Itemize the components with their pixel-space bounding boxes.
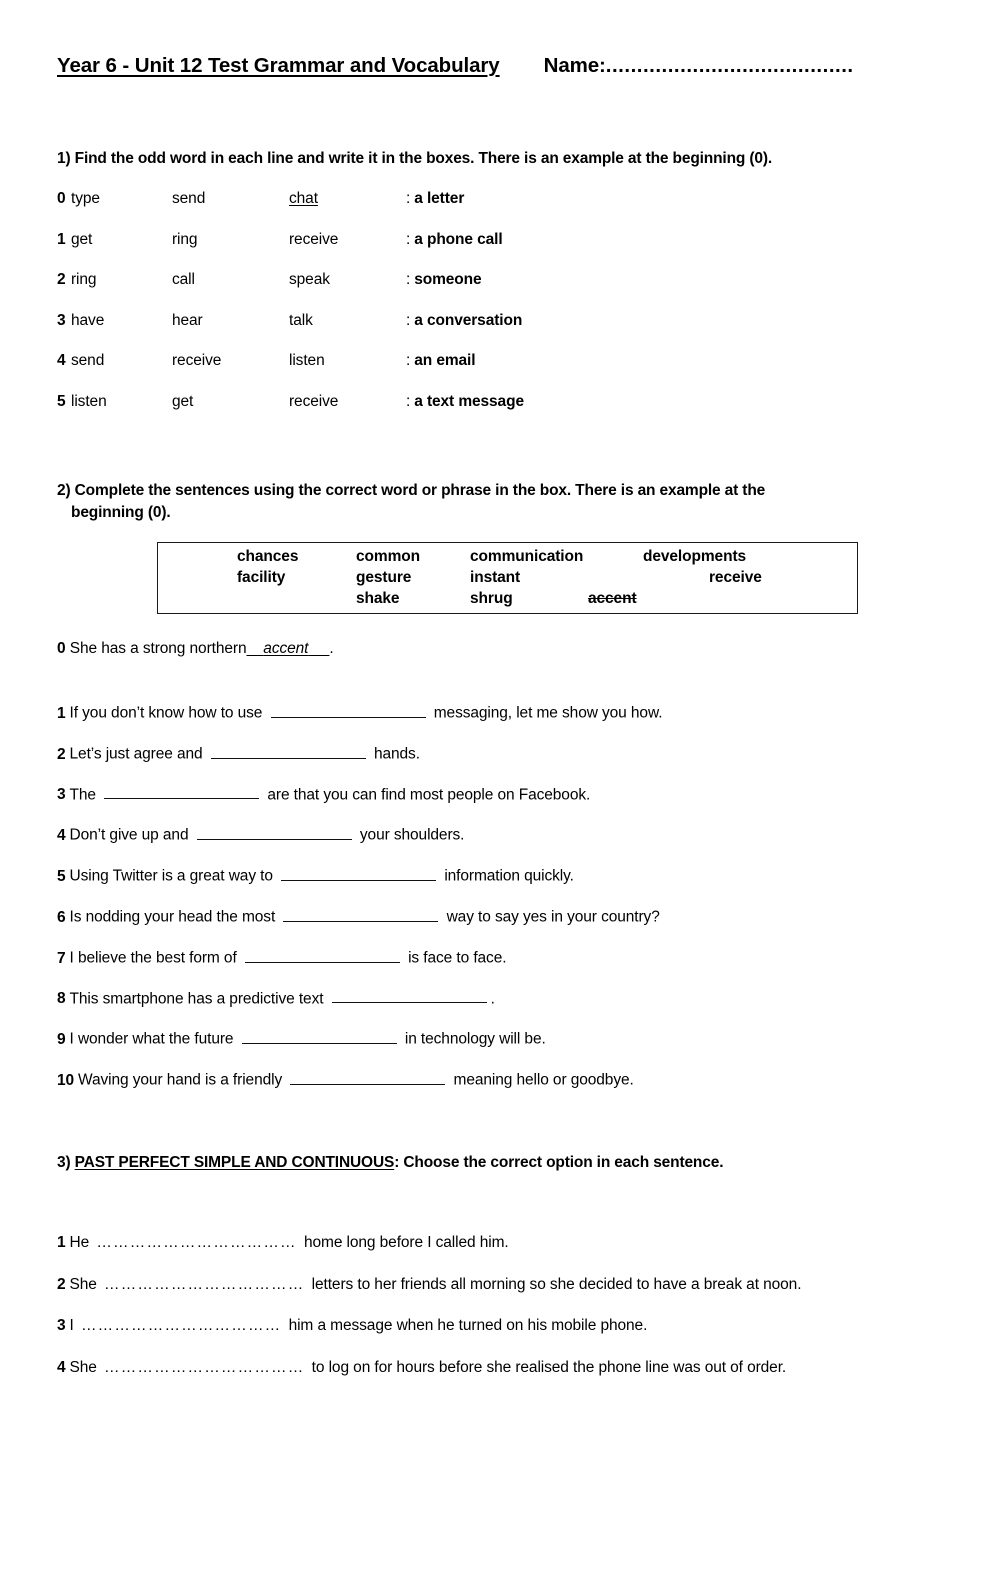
word-common[interactable]: common — [356, 548, 420, 565]
exercise2-sentence-before: Using Twitter is a great way to — [69, 867, 278, 885]
exercise2-sentence-before: Is nodding your head the most — [69, 908, 280, 926]
exercise2-sentence-before: This smartphone has a predictive text — [69, 990, 328, 1008]
word-facility[interactable]: facility — [237, 569, 286, 586]
exercise1-option-1[interactable]: type — [71, 190, 100, 207]
exercise2-sentence — [57, 947, 957, 988]
exercise2-answer-blank[interactable] — [332, 988, 487, 1004]
exercise2-sentence-after: messaging, let me show you how. — [429, 704, 663, 722]
word-bank-row — [158, 569, 857, 590]
exercise2-sentence-after: meaning hello or goodbye. — [449, 1071, 634, 1089]
exercise1-row — [57, 271, 677, 312]
exercise3-answer-dots[interactable]: ……………………………… — [104, 1358, 305, 1376]
exercise2-example-number: 0 — [57, 640, 66, 657]
page-header — [57, 54, 947, 78]
exercise2-sentence-number: 8 — [57, 990, 66, 1008]
word-gesture[interactable]: gesture — [356, 569, 412, 586]
exercise2-sentence — [57, 1028, 957, 1069]
exercise1-target-phrase — [406, 393, 524, 411]
exercise2-answer-blank[interactable] — [283, 906, 438, 922]
exercise2-example-answer-slot[interactable] — [246, 640, 329, 657]
exercise1-colon: : — [406, 311, 411, 329]
exercise2-sentence-after: are that you can find most people on Facebook. — [263, 786, 591, 804]
exercise3-instruction — [57, 1152, 937, 1174]
exercise2-sentence — [57, 702, 957, 743]
exercise3-instruction-suffix: : Choose the correct option in each sentence. — [394, 1154, 724, 1171]
exercise2-sentence — [57, 824, 957, 865]
word-instant[interactable]: instant — [470, 569, 521, 586]
exercise2-sentence-number: 1 — [57, 704, 66, 722]
word-communication[interactable]: communication — [470, 548, 584, 565]
exercise3-sentence-before: She — [69, 1358, 102, 1376]
exercise1-row — [57, 312, 677, 353]
word-bank-box — [157, 542, 858, 614]
exercise1-option-1[interactable]: ring — [71, 271, 97, 289]
exercise1-row — [57, 393, 677, 434]
exercise3-sentence-number: 4 — [57, 1358, 66, 1376]
exercise3-answer-dots[interactable]: ……………………………… — [80, 1317, 282, 1334]
exercise2-sentence-after: way to say yes in your country? — [442, 908, 660, 926]
exercise1-phrase: an email — [414, 352, 476, 370]
exercise2-sentence-after: is face to face. — [403, 949, 507, 967]
exercise2-sentence-number: 4 — [57, 827, 66, 845]
exercise1-option-3[interactable]: talk — [289, 311, 313, 329]
exercise2-sentence-before: Let’s just agree and — [69, 745, 207, 763]
exercise3-instruction-prefix: 3) — [57, 1154, 75, 1171]
exercise2-sentence-after: hands. — [369, 745, 420, 763]
exercise2-answer-blank[interactable] — [245, 947, 400, 963]
exercise1-target-phrase — [406, 271, 482, 289]
exercise2-sentence-before: The — [69, 786, 101, 804]
exercise1-option-2[interactable]: receive — [172, 352, 222, 370]
exercise3-sentence-before: She — [69, 1275, 102, 1293]
exercise2-sentence — [57, 1069, 957, 1110]
exercise3-instruction-heading: PAST PERFECT SIMPLE AND CONTINUOUS — [74, 1154, 395, 1171]
exercise1-option-3[interactable]: speak — [289, 271, 330, 289]
exercise1-phrase: a conversation — [414, 311, 523, 329]
exercise1-option-2[interactable]: ring — [172, 230, 198, 248]
exercise2-example-after: . — [329, 640, 334, 657]
exercise2-sentence-number: 2 — [57, 745, 66, 763]
exercise2-sentence-number: 9 — [57, 1031, 66, 1049]
exercise2-sentence — [57, 906, 957, 947]
exercise1-option-1[interactable]: get — [71, 230, 93, 248]
exercise2-sentence-after: in technology will be. — [400, 1031, 546, 1049]
exercise2-answer-blank[interactable] — [211, 743, 366, 759]
exercise2-sentence-after: your shoulders. — [355, 827, 465, 845]
exercise2-sentence — [57, 865, 957, 906]
exercise1-row — [57, 231, 677, 272]
exercise3-sentence-before: I — [69, 1317, 78, 1334]
exercise3-sentence-after: letters to her friends all morning so she decided to have a break at noon. — [307, 1275, 802, 1293]
exercise1-row-number: 0 — [57, 190, 66, 207]
exercise1-option-3[interactable]: receive — [289, 230, 339, 248]
exercise1-option-1[interactable]: send — [71, 352, 105, 370]
word-developments[interactable]: developments — [643, 548, 747, 565]
word-shake[interactable]: shake — [356, 590, 400, 607]
exercise3-answer-dots[interactable]: ……………………………… — [104, 1275, 305, 1293]
word-bank-row — [158, 548, 857, 569]
exercise1-row-number: 1 — [57, 230, 66, 248]
exercise2-sentence-after: information quickly. — [440, 867, 574, 885]
word-accent-struck[interactable]: accent — [588, 590, 637, 607]
exercise1-instruction: 1) Find the odd word in each line and write it in the boxes. There is an example at the beginning (0). — [57, 150, 773, 167]
name-label: Name: — [543, 54, 606, 77]
exercise1-target-phrase — [406, 231, 503, 249]
exercise2-sentences — [57, 702, 957, 1110]
exercise2-instruction-line2: beginning (0). — [71, 504, 171, 521]
exercise2-answer-blank[interactable] — [281, 865, 436, 881]
name-dotted-line[interactable]: ........................................ — [605, 54, 854, 77]
exercise2-instruction — [57, 480, 917, 524]
exercise1-colon: : — [406, 271, 411, 289]
word-bank-row — [158, 590, 857, 611]
exercise1-colon: : — [406, 392, 411, 410]
exercise2-sentence-after: . — [490, 990, 495, 1008]
exercise1-option-1[interactable]: listen — [71, 392, 107, 410]
word-chances[interactable]: chances — [237, 548, 299, 565]
exercise2-sentence — [57, 743, 957, 784]
exercise1-colon: : — [406, 190, 411, 207]
exercise2-sentence-number: 7 — [57, 949, 66, 967]
exercise3-answer-dots[interactable]: ……………………………… — [96, 1234, 297, 1251]
exercise3-sentence — [57, 1315, 957, 1337]
exercise2-sentence-before: I believe the best form of — [69, 949, 241, 967]
exercise2-sentence-number: 3 — [57, 786, 66, 804]
word-shrug[interactable]: shrug — [470, 590, 513, 607]
name-field — [544, 54, 854, 78]
exercise2-sentence-number: 6 — [57, 908, 66, 926]
exercise2-answer-blank[interactable] — [271, 702, 426, 718]
exercise3-sentence-after: to log on for hours before she realised the phone line was out of order. — [307, 1358, 787, 1376]
exercise1-rows — [57, 190, 677, 434]
exercise3-sentence-after: him a message when he turned on his mobile phone. — [284, 1317, 648, 1334]
exercise1-phrase: a text message — [414, 392, 524, 410]
exercise3-sentence-number: 3 — [57, 1317, 66, 1334]
exercise2-sentence-before: Waving your hand is a friendly — [78, 1071, 287, 1089]
exercise2-example-answer: accent — [263, 640, 309, 657]
exercise1-option-2[interactable]: call — [172, 271, 195, 289]
exercise1-target-phrase — [406, 352, 475, 370]
exercise2-sentence — [57, 988, 957, 1029]
exercise1-option-3[interactable]: listen — [289, 352, 325, 370]
exercise3-sentence-number: 2 — [57, 1275, 66, 1293]
exercise2-sentence-before: I wonder what the future — [69, 1031, 238, 1049]
exercise2-sentence-before: Don’t give up and — [69, 827, 193, 845]
exercise1-row-number: 5 — [57, 392, 66, 410]
exercise3-sentence-before: He — [69, 1234, 94, 1251]
exercise2-sentence — [57, 784, 957, 825]
exercise3-sentence — [57, 1274, 957, 1296]
exercise1-row-number: 2 — [57, 271, 66, 289]
exercise1-target-phrase — [406, 190, 464, 208]
exercise1-row — [57, 352, 677, 393]
exercise1-colon: : — [406, 230, 411, 248]
exercise1-phrase: a letter — [414, 190, 465, 207]
exercise3-sentences — [57, 1232, 957, 1398]
exercise2-answer-blank[interactable] — [197, 824, 352, 840]
exercise1-colon: : — [406, 352, 411, 370]
exercise3-sentence — [57, 1357, 957, 1379]
exercise3-sentence — [57, 1232, 957, 1254]
word-receive[interactable]: receive — [709, 569, 762, 586]
exercise2-answer-blank[interactable] — [290, 1069, 445, 1085]
exercise1-row-number: 4 — [57, 352, 66, 370]
exercise2-example-before: She has a strong northern — [65, 640, 247, 657]
exercise2-answer-blank[interactable] — [242, 1028, 397, 1044]
exercise1-option-3[interactable]: chat — [289, 190, 318, 207]
page-title: Year 6 - Unit 12 Test Grammar and Vocabulary — [57, 54, 500, 77]
exercise1-option-2[interactable]: get — [172, 392, 194, 410]
exercise2-answer-blank[interactable] — [104, 784, 259, 800]
exercise1-target-phrase — [406, 312, 522, 330]
exercise1-option-3[interactable]: receive — [289, 392, 339, 410]
exercise2-example — [57, 640, 334, 658]
exercise2-sentence-before: If you don’t know how to use — [69, 704, 267, 722]
exercise1-option-2[interactable]: hear — [172, 311, 203, 329]
exercise1-phrase: someone — [414, 271, 482, 289]
exercise1-row — [57, 190, 677, 231]
exercise1-phrase: a phone call — [414, 230, 503, 248]
exercise2-sentence-number: 10 — [57, 1071, 75, 1089]
exercise1-option-2[interactable]: send — [172, 190, 206, 207]
exercise3-sentence-after: home long before I called him. — [299, 1234, 509, 1251]
exercise1-row-number: 3 — [57, 311, 66, 329]
exercise1-option-1[interactable]: have — [71, 311, 105, 329]
exercise2-instruction-line1: 2) Complete the sentences using the correct word or phrase in the box. There is an example at the — [57, 482, 766, 499]
exercise2-sentence-number: 5 — [57, 867, 66, 885]
exercise3-sentence-number: 1 — [57, 1234, 66, 1251]
